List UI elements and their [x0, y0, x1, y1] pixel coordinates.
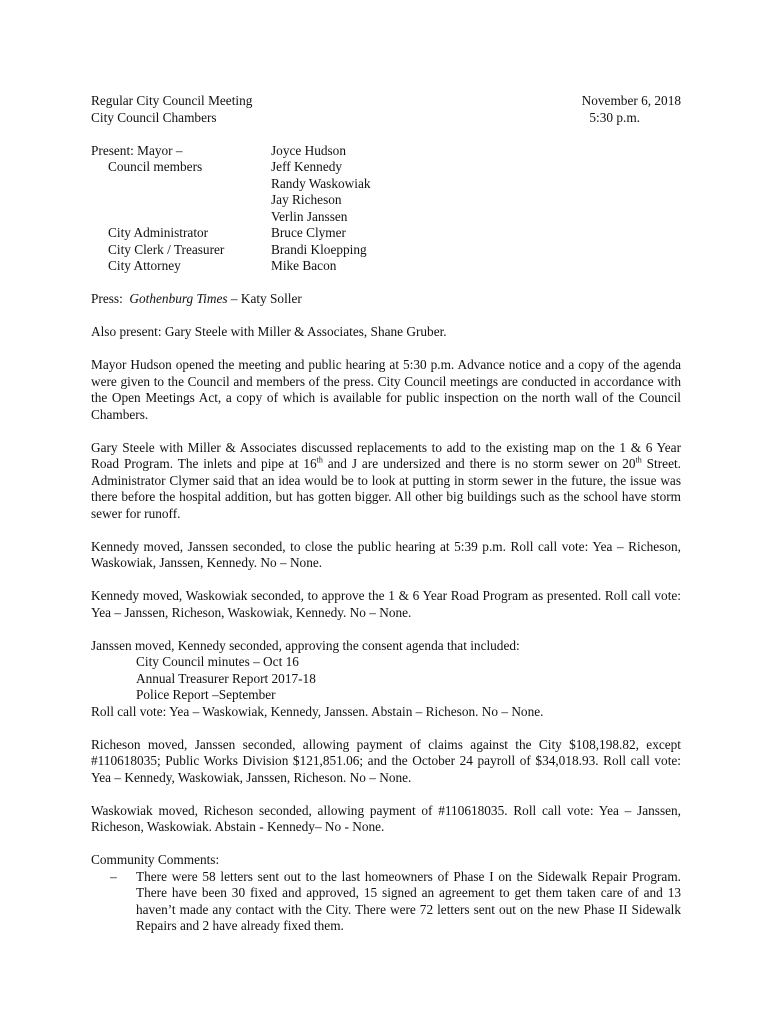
meeting-date: November 6, 2018: [581, 93, 681, 108]
attendance-name: Jeff Kennedy: [271, 159, 343, 174]
consent-item: Annual Treasurer Report 2017-18: [136, 670, 316, 686]
community-bullet-text: There were 58 letters sent out to the last homeowners of Phase I on the Sidewalk Repair Program. There have been 30 fixed and approved, 15 signed an agreement to get them taken care of and 13 haven’t made any contact with the City. There were 72 letters sent out on the new Phase II Sidewalk Repairs and 2 have already fixed them.: [136, 868, 681, 933]
header-row-1: [91, 93, 681, 110]
community-bullet: [91, 869, 681, 935]
motion-claims: Richeson moved, Janssen seconded, allowing payment of claims against the City $108,198.82, except #110618035; Public Works Division $121,851.06; and the October 24 payroll of $34,018.93. Roll call vote: Yea – Kennedy, Waskowiak, Janssen, Richeson. No – None.: [91, 736, 681, 785]
meeting-title: Regular City Council Meeting: [91, 93, 253, 108]
consent-intro: Janssen moved, Kennedy seconded, approving the consent agenda that included:: [91, 637, 520, 653]
attendance-role: City Clerk / Treasurer: [108, 241, 225, 257]
attendance-name: Joyce Hudson: [271, 142, 346, 158]
attendance-role: Council members: [108, 159, 203, 174]
motion-road-program: Kennedy moved, Waskowiak seconded, to approve the 1 & 6 Year Road Program as presented. Roll call vote: Yea – Janssen, Richeson, Waskowiak, Kennedy. No – None.: [91, 588, 681, 620]
attendance-role: [91, 209, 271, 226]
attendance-name: Bruce Clymer: [271, 225, 346, 240]
consent-item: Police Report –September: [136, 687, 276, 702]
motion-close-hearing: Kennedy moved, Janssen seconded, to close the public hearing at 5:39 p.m. Roll call vote: Yea – Richeson, Waskowiak, Janssen, Kennedy. No – None.: [91, 538, 681, 570]
meeting-time: 5:30 p.m.: [589, 109, 640, 125]
attendance-list: [91, 143, 681, 275]
attendance-role: Present: Mayor –: [91, 142, 183, 158]
community-heading: Community Comments:: [91, 852, 220, 867]
meeting-minutes-page: [91, 93, 681, 935]
attendance-role: [91, 176, 271, 193]
consent-item: City Council minutes – Oct 16: [136, 654, 299, 669]
consent-vote: Roll call vote: Yea – Waskowiak, Kennedy, Janssen. Abstain – Richeson. No – None.: [91, 703, 544, 719]
attendance-name: Mike Bacon: [271, 258, 337, 273]
also-present: Also present: Gary Steele with Miller & Associates, Shane Gruber.: [91, 324, 447, 339]
attendance-name: Brandi Kloepping: [271, 241, 367, 257]
attendance-role: City Administrator: [108, 225, 209, 240]
attendance-name: Randy Waskowiak: [271, 175, 371, 191]
header-row-2: [91, 110, 681, 127]
attendance-role: City Attorney: [108, 258, 181, 273]
motion-claim-single: Waskowiak moved, Richeson seconded, allowing payment of #110618035. Roll call vote: Yea – Janssen, Richeson, Waskowiak. Abstain - Kennedy– No - None.: [91, 802, 681, 834]
bullet-dash: –: [110, 868, 117, 884]
press-line: Press: Gothenburg Times – Katy Soller: [91, 291, 302, 306]
attendance-name: Jay Richeson: [271, 192, 342, 207]
press-outlet: Gothenburg Times: [129, 291, 228, 306]
press-reporter: – Katy Soller: [227, 291, 302, 306]
attendance-name: Verlin Janssen: [271, 208, 348, 224]
meeting-location: City Council Chambers: [91, 109, 217, 125]
steele-paragraph: Gary Steele with Miller & Associates discussed replacements to add to the existing map on the 1 & 6 Year Road Program. The inlets and pipe at 16th and J are undersized and there is no storm sewer on 20th Street. Administrator Clymer said that an idea would be to look at putting in storm sewer in the future, the issue was there before the hospital addition, but has gotten bigger. All other big buildings such as the school have storm sewer for runoff.: [91, 439, 681, 521]
attendance-role: [91, 192, 271, 209]
opening-paragraph: Mayor Hudson opened the meeting and public hearing at 5:30 p.m. Advance notice and a copy of the agenda were given to the Council and members of the press. City Council meetings are conducted in accordance with the Open Meetings Act, a copy of which is available for public inspection on the north wall of the Council Chambers.: [91, 357, 681, 422]
